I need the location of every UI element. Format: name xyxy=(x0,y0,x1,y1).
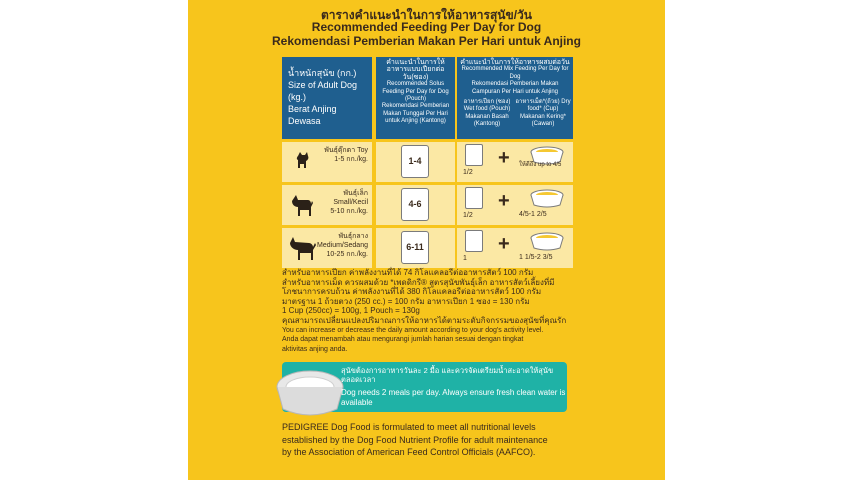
table-row xyxy=(282,185,573,225)
dog-size-text xyxy=(324,146,368,164)
header-wet-food: อาหารเปียก (ซอง) Wet food (Pouch) Makanan Basah (Kantong) xyxy=(463,99,511,128)
note-line: 1 Cup (250cc) = 100g, 1 Pouch = 130g xyxy=(282,306,420,316)
dog-size-text xyxy=(330,189,368,216)
table-row xyxy=(282,228,573,268)
plus-icon: + xyxy=(498,147,510,169)
plus-icon: + xyxy=(498,233,510,255)
note-line: โภชนาการครบถ้วน ค่าพลังงานที่ได้ 380 กิโลแคลอรีต่ออาหารสัตว์ 100 กรัม xyxy=(282,287,542,297)
note-line: มาตรฐาน 1 ถ้วยตวง (250 cc.) = 100 กรัม อาหารเปียก 1 ซอง = 130 กรัม xyxy=(282,296,530,306)
title-english: Recommended Feeding Per Day for Dog xyxy=(311,20,542,34)
size-range: 1-5 กก./kg. xyxy=(334,156,368,163)
footer-line: established by the Dog Food Nutrient Profile for adult maintenance xyxy=(282,434,548,445)
header-solus-english: Recommended Solus Feeding Per Day for Dog (Pouch) xyxy=(382,81,449,103)
size-range: 5-10 กก./kg. xyxy=(330,208,368,215)
pouch-cell xyxy=(376,185,455,225)
medium-dog-icon xyxy=(288,234,316,262)
header-solus-thai: คำแนะนำในการให้อาหารแบบเปียกต่อวัน(ซอง) xyxy=(386,59,445,81)
footer-line: by the Association of American Feed Control Officials (AAFCO). xyxy=(282,447,536,457)
small-dog-icon xyxy=(288,191,316,219)
size-range: 10-25 กก./kg. xyxy=(326,251,368,258)
aafco-statement xyxy=(282,421,582,459)
header-mix-thai: คำแนะนำในการให้อาหารผสมต่อวัน xyxy=(460,59,570,66)
header-dog-size-indonesian: Berat Anjing Dewasa xyxy=(288,104,337,126)
title-thai: ตารางคำแนะนำในการให้อาหารสุนัข/วัน xyxy=(321,8,532,22)
header-mix-english: Recommended Mix Feeding Per Day for Dog xyxy=(461,66,569,80)
size-thai: พันธุ์กลาง xyxy=(338,233,368,240)
pouch-cell xyxy=(376,228,455,268)
pouch-icon xyxy=(465,144,483,166)
header-dog-size xyxy=(282,57,372,139)
header-mix-indonesian: Rekomendasi Pemberian Makan Campuran Per Hari untuk Anjing xyxy=(471,81,559,95)
header-solus-indonesian: Rekomendasi Pemberian Makan Tunggal Per Hari untuk Anjing (Kantong) xyxy=(381,103,450,125)
water-bowl-icon xyxy=(275,365,345,421)
dry-amount: ให้ดีถึง up to 4/5 xyxy=(519,162,562,168)
dry-amount: 1 1/5-2 3/5 xyxy=(519,254,553,261)
note-line: สำหรับอาหารเม็ด ควรผสมด้วย *เพดดิกรี® สูตรสุนัขพันธุ์เล็ก อาหารสัตว์เลี้ยงที่มี xyxy=(282,277,555,287)
header-dog-size-english: Size of Adult Dog (kg.) xyxy=(288,80,358,102)
size-thai: พันธุ์เล็ก xyxy=(343,190,368,197)
table-row xyxy=(282,142,573,182)
plus-icon: + xyxy=(498,190,510,212)
feeding-guide-panel xyxy=(188,0,665,480)
header-solus-feeding xyxy=(376,57,455,139)
feeding-table xyxy=(282,57,573,262)
note-line: aktivitas anjing anda. xyxy=(282,345,348,353)
toy-dog-icon xyxy=(288,148,316,176)
mix-cell xyxy=(457,142,573,182)
mix-cell xyxy=(457,228,573,268)
size-thai: พันธุ์ตุ๊กตา Toy xyxy=(324,147,368,154)
dog-size-text xyxy=(317,232,368,259)
wet-amount: 1/2 xyxy=(463,212,473,219)
note-line: You can increase or decrease the daily amount according to your dog's activity level. xyxy=(282,326,544,334)
pouch-icon xyxy=(465,187,483,209)
dog-size-cell xyxy=(282,142,372,182)
note-line: Anda dapat menambah atau mengurangi jumlah harian sesuai dengan tingkat xyxy=(282,336,524,344)
tip-thai: สุนัขต้องการอาหารวันละ 2 มื้อ และควรจัดเตรียมน้ำสะอาดให้สุนัขตลอดเวลา xyxy=(341,366,554,384)
pouch-value: 6-11 xyxy=(401,231,429,264)
header-dog-size-thai: น้ำหนักสุนัข (กก.) xyxy=(288,68,357,78)
footer-line: PEDIGREE Dog Food is formulated to meet all nutritional levels xyxy=(282,422,536,432)
pouch-icon xyxy=(465,230,483,252)
note-line: สำหรับอาหารเปียก ค่าพลังงานที่ได้ 74 กิโลแคลอรีต่ออาหารสัตว์ 100 กรัม xyxy=(282,268,534,277)
dog-size-cell xyxy=(282,228,372,268)
wet-amount: 1/2 xyxy=(463,169,473,176)
header-dry-food: อาหารเม็ด*(ถ้วย) Dry food* (Cup) Makanan Kering*(Cawan) xyxy=(515,99,571,128)
feeding-notes xyxy=(282,268,582,354)
wet-amount: 1 xyxy=(463,255,467,262)
dry-amount: 4/5-1 2/5 xyxy=(519,211,547,218)
size-name: Small/Kecil xyxy=(333,199,368,206)
bowl-icon xyxy=(529,189,565,209)
bowl-icon xyxy=(529,232,565,252)
header-mix-feeding xyxy=(457,57,573,139)
pouch-cell xyxy=(376,142,455,182)
note-line: คุณสามารถเปลี่ยนแปลงปริมาณการให้อาหารได้ตามระดับกิจกรรมของสุนัขที่คุณรัก xyxy=(282,315,567,325)
pouch-value: 4-6 xyxy=(401,188,429,221)
pouch-value: 1-4 xyxy=(401,145,429,178)
title-indonesian: Rekomendasi Pemberian Makan Per Hari untuk Anjing xyxy=(272,34,581,48)
dog-size-cell xyxy=(282,185,372,225)
mix-cell xyxy=(457,185,573,225)
tip-english: Dog needs 2 meals per day. Always ensure fresh clean water is available xyxy=(341,388,566,407)
size-name: Medium/Sedang xyxy=(317,242,368,249)
